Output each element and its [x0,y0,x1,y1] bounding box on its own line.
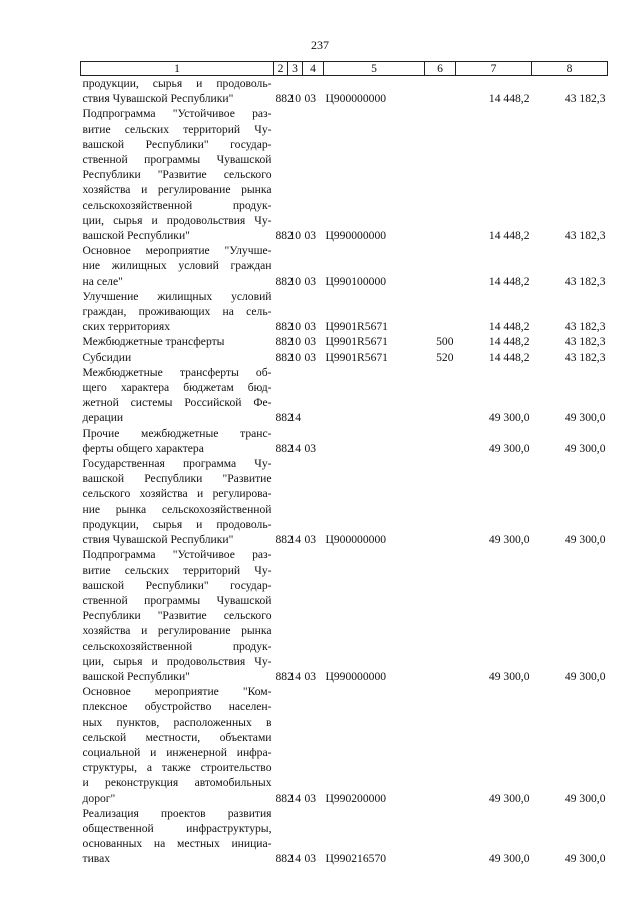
ministry-code-cell: 882 [275,852,293,866]
ministry-code-cell: 882 [275,411,293,425]
description-line: Улучшение жилищных условий [82,289,272,303]
col-header-8: 8 [532,62,608,76]
expense-type-cell [425,289,456,335]
table-row [81,76,608,107]
column-number-row [81,62,608,76]
table-row [81,243,608,289]
description-cell [81,334,274,349]
description-line: на селе" [82,274,123,288]
description-line: Межбюджетные трансферты об- [82,365,272,379]
expense-type-cell [425,365,456,426]
section-code-cell: 14 [289,669,302,683]
section-code-cell: 10 [289,320,302,334]
description-line: вашской Республики" [82,229,190,243]
subsection-code-cell: 03 [304,350,317,364]
description-line: сельскохозяйственной продук- [82,639,272,653]
table-row [81,684,608,806]
description-cell [81,684,274,806]
amount-year2-cell: 49 300,0 [564,533,606,547]
description-line: вашской Республики "Развитие [82,472,272,486]
description-line: Республики "Развитие сельского [82,168,272,182]
description-line: витие сельских территорий Чу- [82,563,272,577]
subsection-code-cell: 03 [304,92,317,106]
description-cell [81,806,274,867]
description-line: ных пунктов, расположенных в [82,715,272,729]
description-line: вашской Республики" [82,669,190,683]
amount-year1-cell: 49 300,0 [488,791,530,805]
section-code-cell: 10 [289,274,302,288]
description-line: щего характера бюджетам бюд- [82,381,272,395]
subsection-code-cell: 03 [304,320,317,334]
expense-type-cell [425,106,456,243]
description-line: ции, сырья и продовольствия Чу- [82,654,272,668]
section-code-cell: 10 [289,335,302,349]
description-line: Республики "Развитие сельского [82,609,272,623]
ministry-code-cell: 882 [275,441,293,455]
target-article-cell [324,426,425,456]
description-cell [81,426,274,456]
description-line: Подпрограмма "Устойчивое раз- [82,548,272,562]
col-header-5: 5 [324,62,425,76]
ministry-code-cell: 882 [275,669,293,683]
description-line: Государственная программа Чу- [82,457,272,471]
target-article-cell: Ц990000000 [325,229,387,243]
section-code-cell: 14 [289,441,302,455]
amount-year2-cell: 43 182,3 [564,335,606,349]
description-line: Межбюджетные трансферты [82,335,225,349]
subsection-code-cell: 03 [304,852,317,866]
ministry-code-cell: 882 [275,274,293,288]
target-article-cell: Ц990200000 [325,791,387,805]
amount-year1-cell: 14 448,2 [488,92,530,106]
description-line: ствия Чувашской Республики" [82,533,234,547]
subsection-code-cell: 03 [304,229,317,243]
description-cell [81,547,274,684]
description-line: жетной системы Российской Фе- [82,396,272,410]
amount-year1-cell: 14 448,2 [488,335,530,349]
description-line: продукции, сырья и продоволь- [82,517,272,531]
target-article-cell: Ц9901R5671 [325,350,388,364]
expense-type-cell [425,806,456,867]
description-line: вашской Республики" государ- [82,137,272,151]
expense-type-cell [425,76,456,107]
col-header-2: 2 [274,62,288,76]
amount-year2-cell: 43 182,3 [564,92,606,106]
description-line: ственной программы Чувашской [82,153,272,167]
description-line: ствия Чувашской Республики" [82,92,234,106]
description-line: основанных на местных инициа- [82,837,272,851]
section-code-cell: 14 [289,533,302,547]
amount-year1-cell: 49 300,0 [488,533,530,547]
subsection-code-cell: 03 [304,669,317,683]
description-line: ских территориях [82,320,171,334]
target-article-cell: Ц990000000 [325,669,387,683]
subsection-code-cell [303,365,324,426]
ministry-code-cell: 882 [275,533,293,547]
ministry-code-cell: 882 [275,229,293,243]
subsection-code-cell: 03 [304,441,317,455]
table-row [81,426,608,456]
description-line: продукции, сырья и продоволь- [82,77,272,90]
description-line: ферты общего характера [82,441,204,455]
description-line: общественной инфраструктуры, [82,821,272,835]
table-row [81,806,608,867]
page-number: 237 [311,38,329,52]
col-header-3: 3 [288,62,303,76]
table-body [81,76,608,867]
description-cell [81,289,274,335]
description-line: хозяйства и регулирование рынка [82,624,272,638]
col-header-4: 4 [303,62,324,76]
subsection-code-cell: 03 [304,274,317,288]
amount-year2-cell: 49 300,0 [564,411,606,425]
description-cell [81,456,274,547]
expense-type-cell [425,547,456,684]
table-row [81,350,608,365]
amount-year1-cell: 14 448,2 [488,320,530,334]
col-header-1: 1 [81,62,274,76]
description-line: хозяйства и регулирование рынка [82,183,272,197]
description-line: ции, сырья и продовольствия Чу- [82,213,272,227]
description-cell [81,243,274,289]
col-header-7: 7 [456,62,532,76]
target-article-cell: Ц990216570 [325,852,387,866]
target-article-cell [324,365,425,426]
table-row [81,547,608,684]
expense-type-cell: 500 [436,335,454,349]
section-code-cell: 10 [289,92,302,106]
expense-type-cell: 520 [436,350,454,364]
section-code-cell: 10 [289,229,302,243]
amount-year1-cell: 14 448,2 [488,274,530,288]
section-code-cell: 14 [289,411,302,425]
amount-year2-cell: 49 300,0 [564,441,606,455]
amount-year2-cell: 43 182,3 [564,274,606,288]
description-line: Субсидии [82,350,132,364]
description-cell [81,106,274,243]
expense-type-cell [425,426,456,456]
subsection-code-cell: 03 [304,335,317,349]
expense-type-cell [425,456,456,547]
description-line: Прочие межбюджетные транс- [82,426,272,440]
description-line: и реконструкция автомобильных [82,776,272,790]
description-line: ственной программы Чувашской [82,593,272,607]
ministry-code-cell: 882 [275,791,293,805]
table-row [81,334,608,349]
target-article-cell: Ц9901R5671 [325,320,388,334]
ministry-code-cell: 882 [275,335,293,349]
target-article-cell: Ц900000000 [325,92,387,106]
description-cell [81,365,274,426]
description-cell [81,76,274,107]
description-line: тивах [82,852,111,866]
target-article-cell: Ц990100000 [325,274,387,288]
amount-year2-cell: 49 300,0 [564,669,606,683]
description-line: структуры, а также строительство [82,761,272,775]
description-line: сельского хозяйства и регулирова- [82,487,272,501]
section-code-cell: 10 [289,350,302,364]
description-line: сельскохозяйственной продук- [82,198,272,212]
description-line: ние рынка сельскохозяйственной [82,502,272,516]
target-article-cell: Ц9901R5671 [325,335,388,349]
description-line: ние жилищных условий граждан [82,259,272,273]
ministry-code-cell: 882 [275,350,293,364]
ministry-code-cell: 882 [275,320,293,334]
amount-year1-cell: 14 448,2 [488,229,530,243]
expense-type-cell [425,243,456,289]
amount-year2-cell: 43 182,3 [564,229,606,243]
description-line: Основное мероприятие "Улучше- [82,244,272,258]
description-line: дерации [82,411,124,425]
description-line: Основное мероприятие "Ком- [82,685,272,699]
amount-year2-cell: 49 300,0 [564,852,606,866]
section-code-cell: 14 [289,791,302,805]
subsection-code-cell: 03 [304,533,317,547]
description-line: граждан, проживающих на сель- [82,305,272,319]
amount-year2-cell: 43 182,3 [564,320,606,334]
subsection-code-cell: 03 [304,791,317,805]
table-row [81,289,608,335]
amount-year1-cell: 49 300,0 [488,411,530,425]
expense-type-cell [425,684,456,806]
amount-year1-cell: 14 448,2 [488,350,530,364]
ministry-code-cell: 882 [275,92,293,106]
amount-year2-cell: 43 182,3 [564,350,606,364]
description-line: социальной и инженерной инфра- [82,745,272,759]
description-line: дорог" [82,791,116,805]
description-line: Подпрограмма "Устойчивое раз- [82,107,272,121]
section-code-cell: 14 [289,852,302,866]
description-cell [81,350,274,365]
table-row [81,456,608,547]
amount-year1-cell: 49 300,0 [488,852,530,866]
amount-year1-cell: 49 300,0 [488,669,530,683]
budget-table [80,61,608,867]
description-line: витие сельских территорий Чу- [82,122,272,136]
amount-year2-cell: 49 300,0 [564,791,606,805]
table-row [81,365,608,426]
target-article-cell: Ц900000000 [325,533,387,547]
description-line: Реализация проектов развития [82,806,272,820]
table-row [81,106,608,243]
description-line: вашской Республики" государ- [82,578,272,592]
description-line: сельской местности, объектами [82,730,272,744]
amount-year1-cell: 49 300,0 [488,441,530,455]
col-header-6: 6 [425,62,456,76]
description-line: плексное обустройство населен- [82,700,272,714]
